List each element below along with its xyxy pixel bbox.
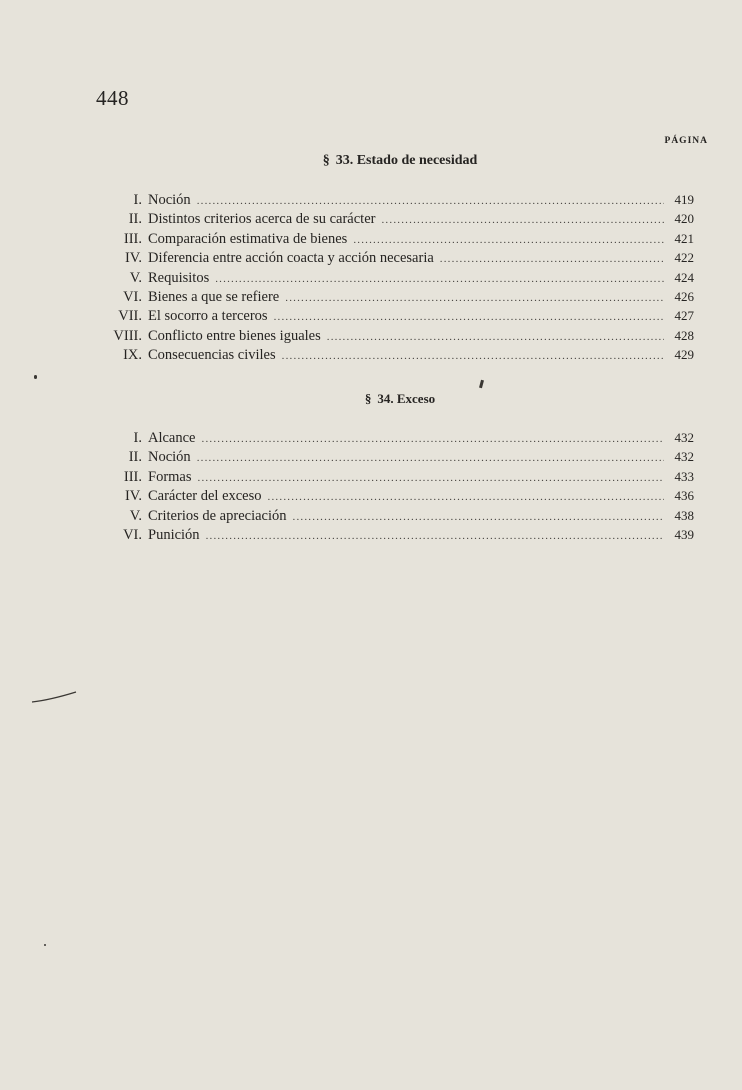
entry-page: 429 — [674, 347, 694, 363]
toc-entry — [96, 248, 694, 267]
entry-numeral: VII. — [118, 308, 142, 325]
section-mark: § — [322, 153, 330, 168]
entry-page: 433 — [674, 468, 694, 484]
section-mark: § — [364, 391, 372, 406]
toc-entry — [96, 467, 694, 486]
entry-title: Comparación estimativa de bienes — [148, 230, 348, 247]
entry-numeral: III. — [123, 468, 142, 485]
entry-title: Bienes a que se refiere — [148, 288, 280, 305]
section-title-text: 33. Estado de necesidad — [335, 153, 478, 168]
entry-title: Alcance — [148, 430, 196, 446]
toc-list-section-33 — [96, 190, 694, 365]
ink-speck — [44, 944, 46, 946]
ink-speck — [34, 375, 37, 379]
entry-numeral: VI. — [123, 526, 142, 543]
entry-title: Punición — [148, 526, 200, 543]
entry-title: El socorro a terceros — [148, 308, 268, 325]
entry-title: Formas — [148, 468, 192, 485]
toc-entry — [96, 209, 694, 228]
entry-title: Consecuencias civiles — [148, 347, 276, 364]
toc-list-section-34 — [96, 428, 694, 544]
toc-entry — [96, 268, 694, 287]
toc-entry — [96, 428, 694, 447]
toc-entry — [96, 345, 694, 364]
entry-numeral: V. — [129, 507, 142, 524]
ink-speck — [479, 380, 484, 389]
entry-numeral: V. — [129, 269, 142, 286]
entry-page: 432 — [674, 430, 694, 445]
entry-title: Noción — [148, 449, 191, 466]
entry-page: 427 — [674, 308, 694, 324]
entry-title: Criterios de apreciación — [148, 507, 287, 524]
section-title-33 — [0, 152, 742, 170]
toc-entry — [96, 229, 694, 248]
dot-leader — [440, 250, 664, 269]
dot-leader — [198, 469, 665, 488]
toc-entry — [96, 486, 694, 505]
dot-leader — [381, 211, 664, 230]
dot-leader — [293, 508, 665, 527]
entry-numeral: II. — [128, 211, 142, 228]
entry-numeral: VIII. — [113, 327, 142, 344]
dot-leader — [197, 192, 664, 211]
entry-page: 436 — [674, 488, 694, 504]
entry-numeral: IV. — [124, 250, 142, 267]
entry-page: 420 — [674, 211, 694, 227]
entry-page: 432 — [674, 449, 694, 465]
entry-page: 428 — [674, 327, 694, 343]
entry-page: 424 — [674, 269, 694, 285]
dot-leader — [285, 289, 664, 308]
entry-page: 422 — [674, 250, 694, 266]
toc-entry — [96, 306, 694, 325]
page-number: 448 — [96, 86, 129, 110]
dot-leader — [282, 347, 664, 366]
dot-leader — [327, 328, 664, 347]
entry-page: 426 — [674, 288, 694, 304]
dot-leader — [206, 527, 664, 546]
entry-numeral: VI. — [123, 288, 142, 305]
entry-numeral: I. — [133, 192, 142, 208]
section-title-34 — [0, 390, 742, 408]
column-header-pagina: PÁGINA — [664, 136, 708, 146]
entry-page: 421 — [674, 230, 694, 246]
entry-title: Noción — [148, 192, 191, 208]
entry-numeral: IV. — [124, 488, 142, 505]
entry-title: Carácter del exceso — [148, 488, 262, 505]
entry-numeral: II. — [128, 449, 142, 466]
entry-title: Diferencia entre acción coacta y acción necesaria — [148, 250, 434, 267]
toc-entry — [96, 447, 694, 466]
entry-page: 438 — [674, 507, 694, 523]
entry-title: Distintos criterios acerca de su carácter — [148, 211, 376, 228]
dot-leader — [274, 308, 664, 327]
dot-leader — [268, 488, 664, 507]
entry-title: Requisitos — [148, 269, 210, 286]
entry-numeral: IX. — [123, 347, 142, 364]
entry-page: 419 — [674, 192, 694, 207]
toc-entry — [96, 506, 694, 525]
dot-leader — [353, 231, 664, 250]
toc-entry — [96, 287, 694, 306]
entry-title: Conflicto entre bienes iguales — [148, 327, 321, 344]
toc-entry — [96, 525, 694, 544]
dot-leader — [215, 270, 664, 289]
section-title-text: 34. Exceso — [377, 391, 436, 406]
dot-leader — [197, 449, 664, 468]
toc-entry — [96, 326, 694, 345]
entry-numeral: I. — [133, 430, 142, 446]
pencil-stroke — [30, 690, 78, 704]
entry-page: 439 — [674, 526, 694, 542]
dot-leader — [202, 430, 665, 449]
entry-numeral: III. — [123, 230, 142, 247]
toc-entry — [96, 190, 694, 209]
